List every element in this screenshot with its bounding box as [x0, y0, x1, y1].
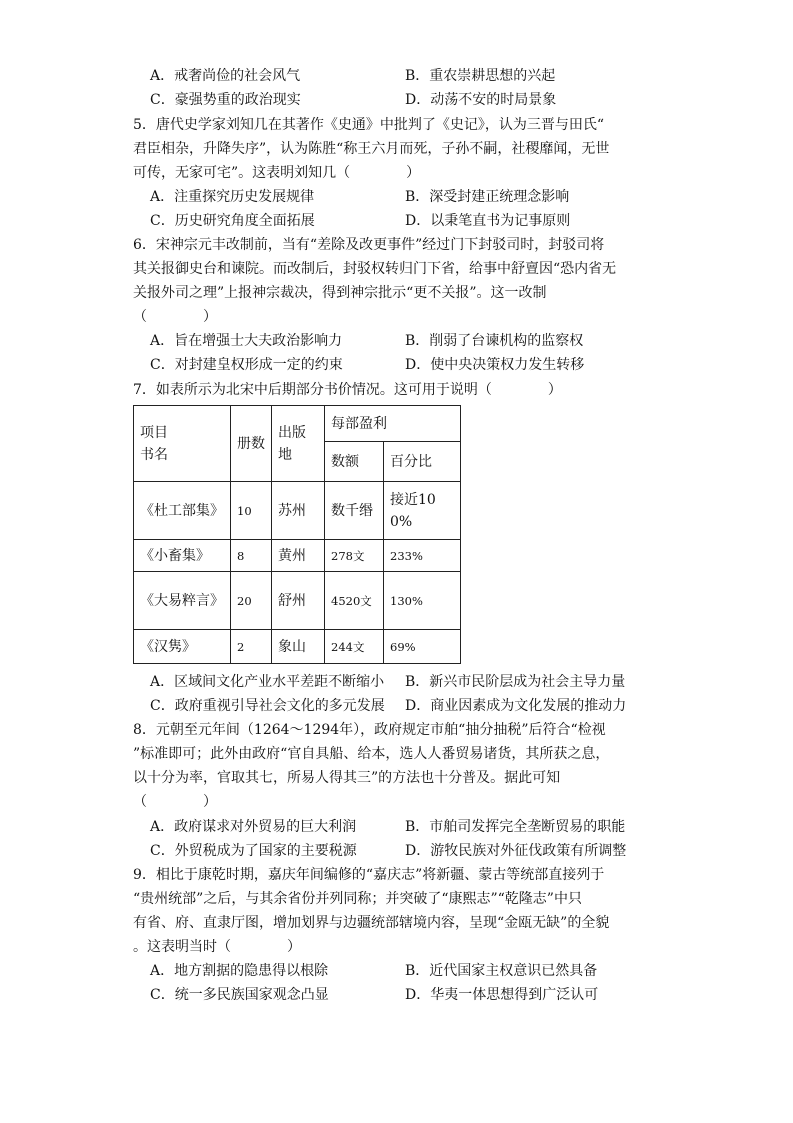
- row2-percent: 233%: [384, 540, 461, 572]
- table-row: [134, 540, 461, 572]
- q5-option-b: B．深受封建正统理念影响: [405, 189, 570, 205]
- row4-volumes: 2: [231, 630, 272, 664]
- table-row: [134, 482, 461, 540]
- q4-option-a: A．戒奢尚俭的社会风气: [150, 68, 301, 84]
- row4-percent: 69%: [384, 630, 461, 664]
- q5-option-a: A．注重探究历史发展规律: [150, 189, 315, 205]
- q9-stem-line-2: “贵州统部”之后，与其余省份并列同称；并突破了“康熙志”“乾隆志”中只: [133, 891, 582, 907]
- q9-option-c: C．统一多民族国家观念凸显: [150, 987, 329, 1003]
- table-row: [134, 630, 461, 664]
- q6-option-c: C．对封建皇权形成一定的约束: [150, 357, 343, 373]
- table-header-volumes: 册数: [231, 406, 272, 482]
- row1-volumes: 10: [231, 482, 272, 540]
- q6-stem-line-2: 其关报御史台和谏院。而改制后，封驳权转归门下省，给事中舒亶因“恐内省无: [133, 261, 617, 277]
- q6-stem-line-3: 关报外司之理”上报神宗裁决，得到神宗批示“更不关报”。这一改制: [133, 285, 547, 301]
- table-header-amount: 数额: [325, 442, 384, 482]
- q7-option-a: A．区域间文化产业水平差距不断缩小: [150, 674, 385, 690]
- q9-option-b: B．近代国家主权意识已然具备: [405, 963, 598, 979]
- row3-amount: 4520文: [325, 572, 384, 630]
- q8-option-d: D．游牧民族对外征伐政策有所调整: [405, 843, 627, 859]
- row1-place: 苏州: [272, 482, 325, 540]
- table-header-place: 出版地: [272, 406, 325, 482]
- q8-stem-line-4: （ ）: [133, 794, 217, 810]
- q5-option-c: C．历史研究角度全面拓展: [150, 213, 315, 229]
- q6-option-a: A．旨在增强士大夫政治影响力: [150, 333, 343, 349]
- row1-amount: 数千缗: [325, 482, 384, 540]
- row1-percent: 接近100%: [384, 482, 461, 540]
- q8-stem-line-2: ”标准即可；此外由政府“官自具船、给本，选人人番贸易诸货，其所获之息，: [133, 746, 610, 762]
- q5-stem-line-3: 可传，无家可宅”。这表明刘知几（ ）: [133, 165, 421, 181]
- q5-stem-line-2: 君臣相杂，升降失序”，认为陈胜“称王六月而死，子孙不嗣，社稷靡闻，无世: [133, 141, 610, 157]
- book-price-table: [133, 405, 461, 664]
- row4-name: 《汉隽》: [134, 630, 231, 664]
- q9-option-d: D．华夷一体思想得到广泛认可: [405, 987, 599, 1003]
- q9-stem-line-4: 。这表明当时（ ）: [133, 939, 301, 955]
- row3-place: 舒州: [272, 572, 325, 630]
- q6-stem-line-1: 6．宋神宗元丰改制前，当有“差除及改更事件”经过门下封驳司时，封驳司将: [133, 237, 605, 253]
- q7-option-b: B．新兴市民阶层成为社会主导力量: [405, 674, 626, 690]
- row2-volumes: 8: [231, 540, 272, 572]
- q4-option-d: D．动荡不安的时局景象: [405, 92, 557, 108]
- row3-volumes: 20: [231, 572, 272, 630]
- row3-name: 《大易粹言》: [134, 572, 231, 630]
- row4-place: 象山: [272, 630, 325, 664]
- q8-stem-line-3: 以十分为率，官取其七，所易人得其三”的方法也十分普及。据此可知: [133, 770, 561, 786]
- table-header-profit: 每部盈利: [325, 406, 461, 442]
- q7-option-c: C．政府重视引导社会文化的多元发展: [150, 698, 385, 714]
- q9-stem-line-3: 有省、府、直隶厅图，增加划界与边疆统部辖境内容，呈现“金瓯无缺”的全貌: [133, 915, 610, 931]
- q7-stem: 7．如表所示为北宋中后期部分书价情况。这可用于说明（ ）: [133, 382, 562, 398]
- table-row: [134, 572, 461, 630]
- q6-option-b: B．削弱了台谏机构的监察权: [405, 333, 584, 349]
- q7-option-d: D．商业因素成为文化发展的推动力: [405, 698, 627, 714]
- q9-stem-line-1: 9．相比于康乾时期，嘉庆年间编修的“嘉庆志”将新疆、蒙古等统部直接列于: [133, 867, 605, 883]
- q4-option-b: B．重农崇耕思想的兴起: [405, 68, 556, 84]
- table-header-percent: 百分比: [384, 442, 461, 482]
- q4-option-c: C．豪强势重的政治现实: [150, 92, 301, 108]
- table-header-item: [134, 406, 231, 482]
- row2-name: 《小畜集》: [134, 540, 231, 572]
- q8-option-b: B．市舶司发挥完全垄断贸易的职能: [405, 819, 626, 835]
- row1-name: 《杜工部集》: [134, 482, 231, 540]
- row4-amount: 244文: [325, 630, 384, 664]
- q6-option-d: D．使中央决策权力发生转移: [405, 357, 585, 373]
- header-item-label: 项目: [140, 424, 168, 441]
- row2-amount: 278文: [325, 540, 384, 572]
- row2-place: 黄州: [272, 540, 325, 572]
- q8-option-a: A．政府谋求对外贸易的巨大利润: [150, 819, 357, 835]
- row3-percent: 130%: [384, 572, 461, 630]
- q5-stem-line-1: 5．唐代史学家刘知几在其著作《史通》中批判了《史记》，认为三晋与田氏“: [133, 117, 605, 133]
- q8-option-c: C．外贸税成为了国家的主要税源: [150, 843, 357, 859]
- q8-stem-line-1: 8．元朝至元年间（1264～1294年），政府规定市舶“抽分抽税”后符合“检视: [133, 722, 606, 738]
- q6-stem-line-4: （ ）: [133, 309, 217, 325]
- header-book-label: 书名: [140, 446, 168, 463]
- q9-option-a: A．地方割据的隐患得以根除: [150, 963, 329, 979]
- q5-option-d: D．以秉笔直书为记事原则: [405, 213, 571, 229]
